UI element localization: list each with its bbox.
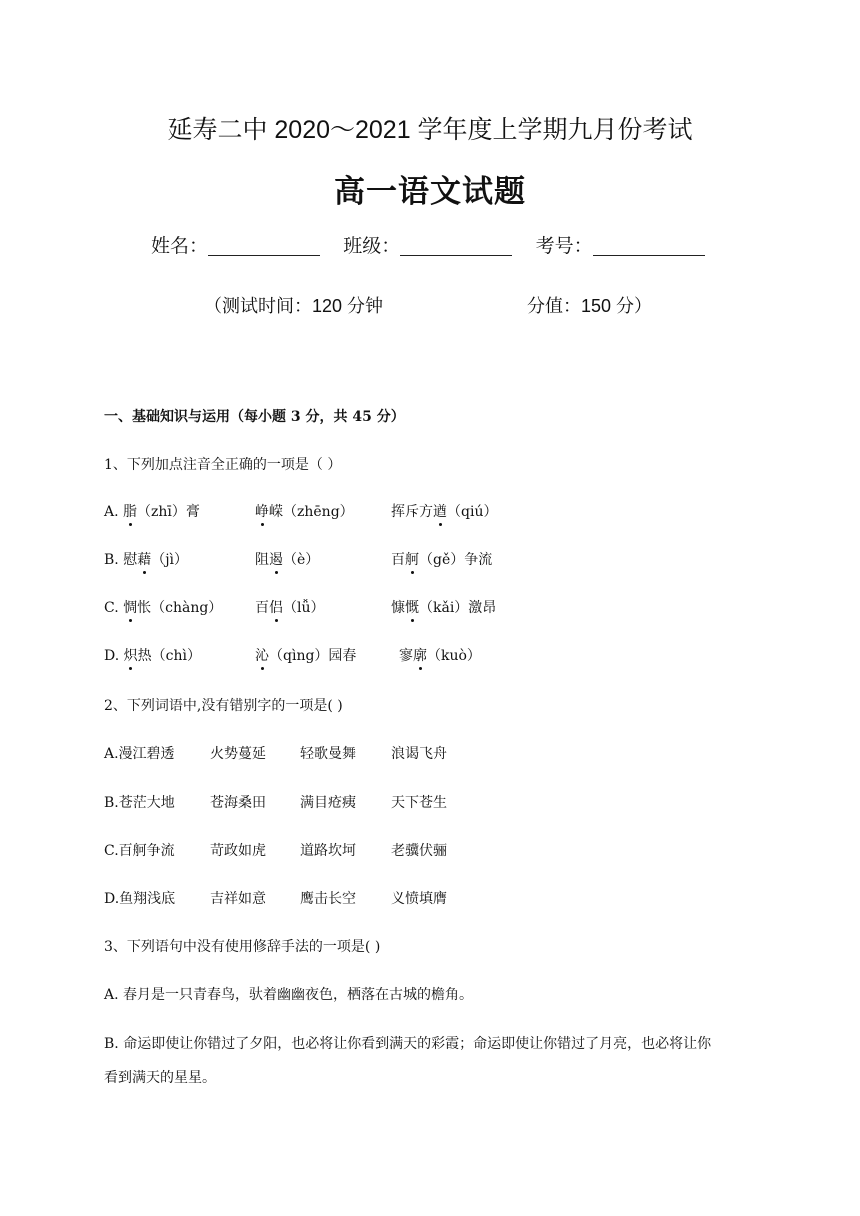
q2-option-c-1: C.百舸争流 — [104, 843, 175, 859]
q1-option-c-2: 百侣（lǚ） — [255, 600, 325, 616]
q2-option-c-3: 道路坎坷 — [300, 843, 356, 859]
q1-option-c-1: C. 惆怅（chàng） — [104, 600, 223, 616]
exam-title: 延寿二中 2020～2021 学年度上学期九月份考试 — [167, 116, 693, 144]
q3-option-b-line-1: B. 命运即使让你错过了夕阳，也必将让你看到满天的彩霞；命运即使让你错过了月亮，也必将让你 — [104, 1036, 712, 1052]
class-blank — [400, 235, 512, 256]
question-2-stem: 2、下列词语中,没有错别字的一项是( ) — [104, 698, 343, 714]
q2-option-d-2: 吉祥如意 — [210, 891, 266, 907]
q1-option-b-2: 阻遏（è） — [255, 552, 320, 568]
q1-option-b-3: 百舸（gě）争流 — [391, 552, 493, 568]
number-label: 考号： — [535, 236, 593, 257]
section-1-title: 一、基础知识与运用（每小题 3 分，共 45 分） — [104, 409, 405, 425]
student-info-line — [151, 231, 723, 258]
q1-option-c-3: 慷慨（kǎi）激昂 — [391, 600, 497, 616]
q2-option-c-4: 老骥伏骊 — [391, 843, 447, 859]
q2-option-a-2: 火势蔓延 — [210, 746, 266, 762]
name-blank — [208, 235, 320, 256]
q1-option-b-1: B. 慰藉（jì） — [104, 552, 189, 568]
q2-option-d-4: 义愤填膺 — [391, 891, 447, 907]
question-1-stem: 1、下列加点注音全正确的一项是（ ） — [104, 457, 342, 473]
q1-option-d-1: D. 炽热（chì） — [104, 648, 201, 664]
q3-option-a: A. 春月是一只青春鸟，驮着幽幽夜色，栖落在古城的檐角。 — [104, 987, 474, 1003]
q2-option-d-3: 鹰击长空 — [300, 891, 356, 907]
question-3-stem: 3、下列语句中没有使用修辞手法的一项是( ) — [104, 939, 381, 955]
number-blank — [593, 235, 705, 256]
q1-option-d-2: 沁（qìng）园春 — [255, 648, 357, 664]
subject-title: 高一语文试题 — [334, 174, 526, 209]
q2-option-b-1: B.苍茫大地 — [104, 795, 175, 811]
class-label: 班级： — [343, 236, 401, 257]
q3-option-b-line-2: 看到满天的星星。 — [104, 1070, 216, 1086]
q2-option-a-3: 轻歌曼舞 — [300, 746, 356, 762]
exam-score: 分值：150 分） — [527, 296, 653, 316]
q2-option-a-4: 浪谒飞舟 — [391, 746, 447, 762]
q1-option-a-2: 峥嵘（zhēng） — [255, 504, 354, 520]
q1-option-a-1: A. 脂（zhī）膏 — [104, 504, 200, 520]
q2-option-c-2: 苛政如虎 — [210, 843, 266, 859]
q2-option-a-1: A.漫江碧透 — [104, 746, 175, 762]
name-label: 姓名： — [151, 236, 209, 257]
q2-option-b-4: 天下苍生 — [391, 795, 447, 811]
exam-time: （测试时间：120 分钟 — [204, 296, 384, 316]
q1-option-d-3: 寥廓（kuò） — [399, 648, 481, 664]
q2-option-b-3: 满目疮痍 — [300, 795, 356, 811]
q2-option-d-1: D.鱼翔浅底 — [104, 891, 176, 907]
q1-option-a-3: 挥斥方遒（qiú） — [391, 504, 498, 520]
q2-option-b-2: 苍海桑田 — [210, 795, 266, 811]
